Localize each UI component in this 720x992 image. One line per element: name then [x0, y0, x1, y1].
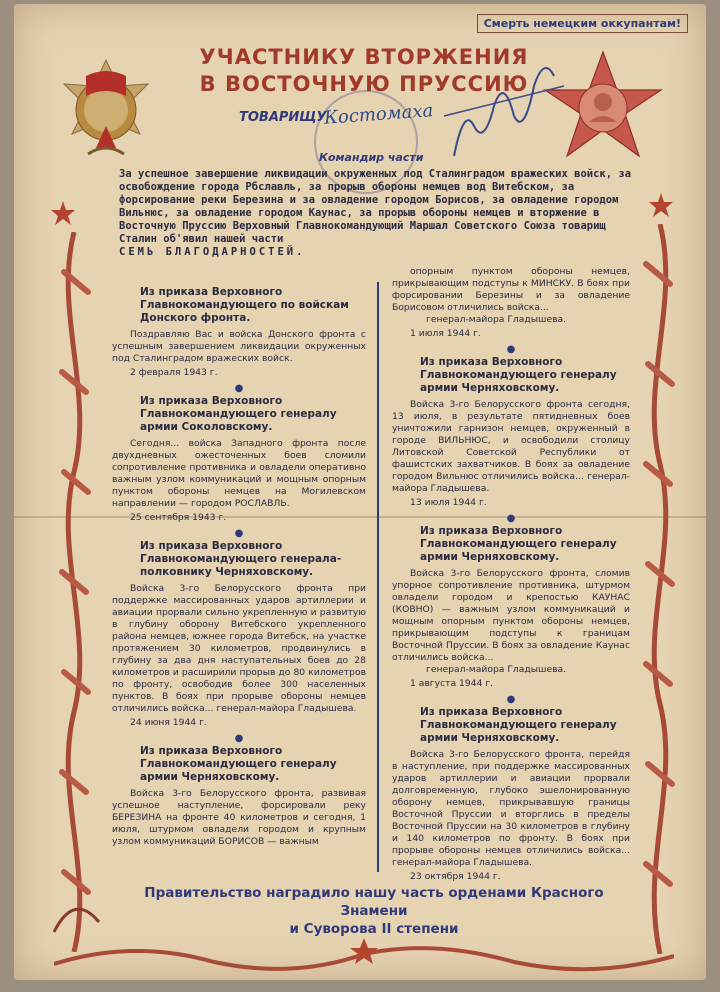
order-date: 25 сентября 1943 г.: [130, 512, 227, 523]
order-header: Из приказа Верховного Главнокомандующего генералу армии Черняховскому.: [420, 356, 617, 394]
order-date: 13 июля 1944 г.: [410, 497, 487, 508]
order-header: Из приказа Верховного Главнокомандующего генерала-полковнику Черняховскому.: [140, 540, 342, 578]
column-divider: [377, 282, 379, 872]
order-body: Войска 3-го Белорусского фронта, развивая успешное наступление, форсировали реку БЕРЕЗИНА на фронте 40 километров и сегодня, 1 июля, штурмом овладели городом и крупным узлом коммуникаций БОРИСОВ — важным: [112, 788, 366, 847]
order-date: 2 февраля 1943 г.: [130, 367, 218, 378]
order-section: [112, 745, 366, 848]
order-header: Из приказа Верховного Главнокомандующего генералу армии Соколовскому.: [140, 395, 337, 433]
order-body: Сегодня... войска Западного фронта после двухдневных ожесточенных боев сломили сопротивление противника и овладели оперативно важным узлом коммуникаций и мощным опорным пунктом обороны немцев на Могилевском направлении — городом РОСЛАВЛЬ.: [112, 438, 366, 509]
comrade-label: ТОВАРИЩУ: [239, 110, 327, 125]
left-column: [112, 286, 366, 852]
order-date: 1 июля 1944 г.: [410, 328, 481, 339]
recipient-name-handwritten: Коcтомаха: [323, 100, 434, 129]
order-body: Войска 3-го Белорусского фронта при поддержке массированных ударов артиллерии и авиации прорвали сильно укрепленную и развитую в глубину оборону Витебского укрепленного района немцев, южнее города Витебск, на участке протяжением 30 километров, продвинулись в глубину за два дня наступательных боев до 28 километров и расширили прорыв до 80 километров по фронту, освободив более 300 населенных пунктов. В боях при прорыве обороны немцев отличились войска... генерал-майора Гладышева.: [112, 583, 366, 714]
intro-text: За успешное завершение ликвидации окруженных под Сталинградом вражеских войск, за освобождение города Рбславль, за прорыв обороны немцев вод Витебском, за форсирование реки Березина и за овладение городом Борисов, за овладение городом Вильнюс, за овладение городом Каунас, за прорыв обороны немцев и вторжение в Восточную Пруссию Верховный Главнокомандующий Маршал Советского Союза товарищ Сталин об'явил нашей части: [119, 168, 632, 245]
order-section: [392, 706, 630, 883]
right-column: [392, 266, 630, 887]
order-section: [112, 286, 366, 379]
separator-dot: ●: [234, 383, 244, 394]
right-ribbon-ornament: [630, 224, 690, 954]
order-section: [392, 356, 630, 509]
bottom-ribbon-ornament: [54, 934, 674, 974]
order-body: Поздравляю Вас и войска Донского фронта с успешным завершением ликвидации окруженных под Сталинградом вражеских войск.: [112, 329, 366, 364]
title-line-1: УЧАСТНИКУ ВТОРЖЕНИЯ: [199, 45, 529, 69]
order-body: опорным пунктом обороны немцев, прикрывающим подступы к МИНСКУ. В боях при форсировании Березины и за овладение Борисовом отличились войска...: [392, 266, 630, 313]
intro-emphasis: СЕМЬ БЛАГОДАРНОСТЕЙ.: [119, 246, 306, 258]
left-ribbon-ornament: [44, 232, 104, 952]
order-red-banner-icon: [56, 56, 156, 164]
order-body: Войска 3-го Белорусского фронта, сломив упорное сопротивление противника, штурмом овладели городом и крепостью КАУНАС (КОВНО) — важным узлом коммуникаций и мощным опорным пунктом обороны немцев, прикрывающим подступы к границам Восточной Пруссии. В боях за овладение Каунас отличились войска...: [392, 568, 630, 663]
order-section: [392, 266, 630, 340]
separator-dot: ●: [506, 694, 516, 705]
order-section: [112, 540, 366, 729]
slogan-box: Смерть немецким оккупантам!: [477, 14, 688, 33]
award-footer: [124, 884, 624, 938]
separator-dot: ●: [506, 513, 516, 524]
small-star-left-icon: [50, 200, 76, 226]
order-header: Из приказа Верховного Главнокомандующего по войскам Донского фронта.: [140, 286, 349, 324]
order-date: 1 августа 1944 г.: [410, 678, 494, 689]
order-section: [112, 395, 366, 524]
order-signature: генерал-майора Гладышева.: [426, 314, 567, 325]
order-signature: генерал-майора Гладышева.: [426, 664, 567, 675]
intro-paragraph: [119, 168, 639, 259]
order-date: 24 июня 1944 г.: [130, 717, 207, 728]
order-header: Из приказа Верховного Главнокомандующего генералу армии Черняховскому.: [140, 745, 337, 783]
order-header: Из приказа Верховного Главнокомандующего генералу армии Черняховскому.: [420, 525, 617, 563]
document-sheet: [14, 4, 706, 980]
separator-dot: ●: [506, 344, 516, 355]
separator-dot: ●: [234, 733, 244, 744]
order-body: Войска 3-го Белорусского фронта, перейдя в наступление, при поддержке массированных ударов артиллерии и авиации прорвали долговременную, глубоко эшелонированную оборону немцев, прикрывавшую границы Восточной Пруссии и вторглись в пределы Восточной Пруссии на 30 километров в глубину и 140 километров по фронту. В боях при прорыве обороны немцев отличились войска... генерал-майора Гладышева.: [392, 749, 630, 868]
footer-line-2: и Суворова II степени: [289, 921, 459, 937]
footer-line-1: Правительство наградило нашу часть орденами Красного Знамени: [144, 885, 604, 919]
separator-dot: ●: [234, 528, 244, 539]
handwritten-signature: [434, 46, 574, 176]
order-date: 23 октября 1944 г.: [410, 871, 501, 882]
order-body: Войска 3-го Белорусского фронта сегодня, 13 июля, в результате пятидневных боев уничтожили гарнизон немцев, окруженный в городе ВИЛЬНЮС, и освободили столицу Литовской Советской Республики от фашистских захватчиков. В боях за овладение городом Вильнюс отличились войска... генерал-майора Гладышева.: [392, 399, 630, 494]
commander-label: Командир части: [319, 151, 424, 164]
small-star-right-icon: [648, 192, 674, 218]
order-section: [392, 525, 630, 690]
title-line-2: В ВОСТОЧНУЮ ПРУССИЮ: [199, 72, 529, 96]
order-header: Из приказа Верховного Главнокомандующего генералу армии Черняховскому.: [420, 706, 617, 744]
